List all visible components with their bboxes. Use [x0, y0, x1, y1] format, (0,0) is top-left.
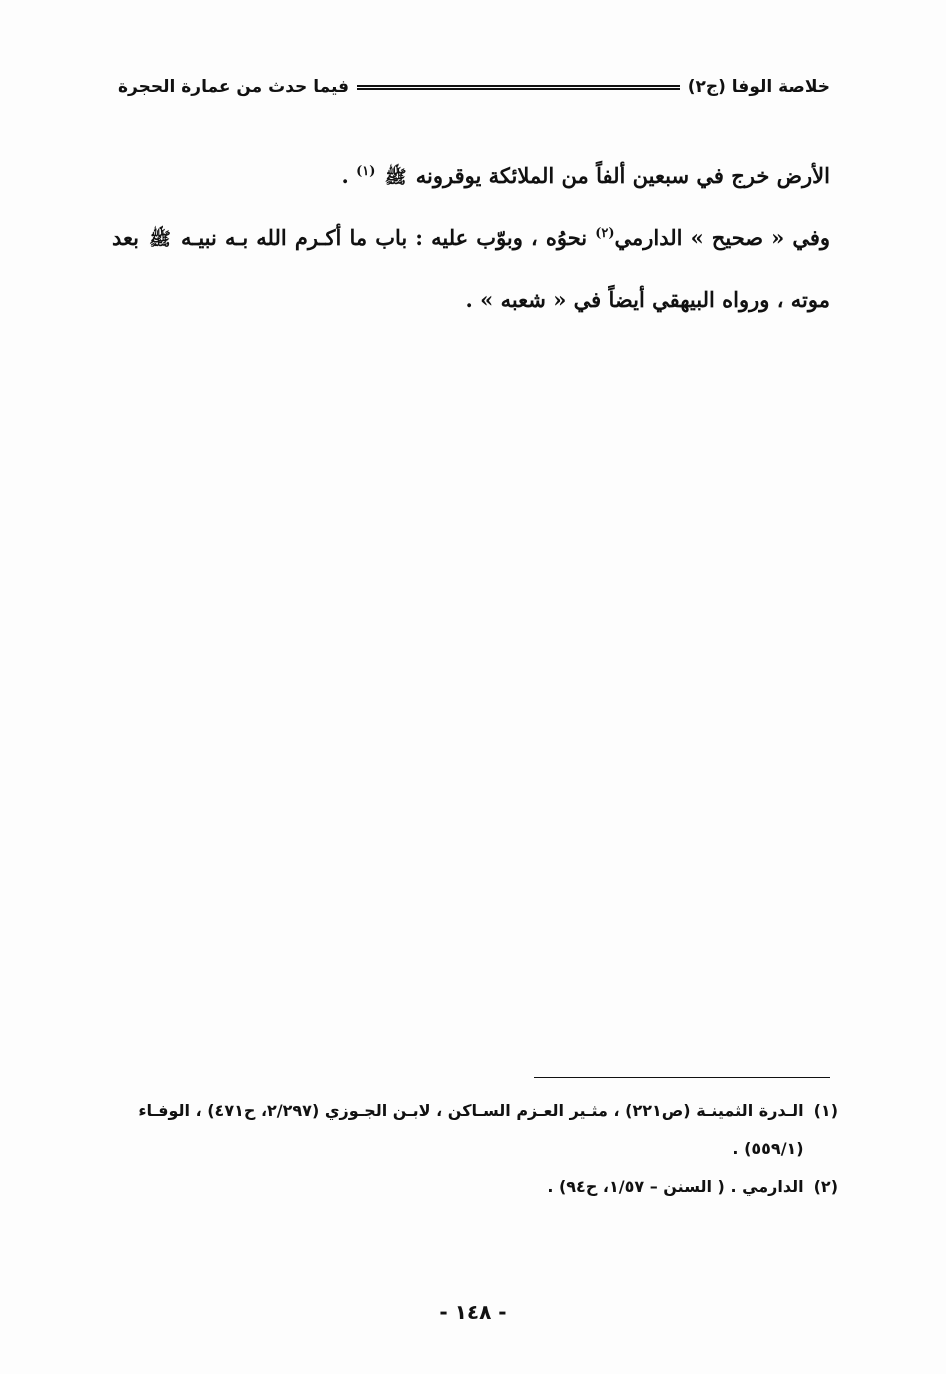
footnote-2-number: (٢) — [813, 1177, 838, 1196]
paragraph-1-text: الأرض خرج في سبعين ألفاً من الملائكة يوقرونه — [415, 163, 830, 188]
work-title-shuab: شعبه — [500, 287, 546, 312]
main-text — [112, 146, 830, 330]
paragraph-1-end: . — [341, 163, 349, 188]
footnote-ref-1[interactable]: (١) — [356, 164, 376, 179]
header-book-title: خلاصة الوفا (ج٢) — [687, 77, 830, 97]
header-rule — [357, 85, 680, 90]
honorific-glyph-2: ﷺ — [149, 229, 171, 250]
footnote-separator — [534, 1077, 830, 1078]
footnote-2 — [118, 1168, 838, 1206]
paragraph-1 — [112, 146, 830, 208]
footnote-1-number: (١) — [813, 1101, 838, 1120]
footnotes — [118, 1092, 838, 1206]
paragraph-2-part3: نحوُه ، وبوّب عليه : باب ما أكـرم الله بـه نبيـه — [180, 225, 588, 250]
footnote-2-text: الدارمي . ( السنن – ١/٥٧، ح٩٤) . — [547, 1177, 804, 1196]
paragraph-2-part4: بعد موته ، ورواه البيهقي أيضاً في « — [112, 225, 830, 312]
header-section-title: فيما حدث من عمارة الحجرة — [118, 77, 350, 97]
footnote-1 — [118, 1092, 838, 1168]
honorific-glyph: ﷺ — [384, 167, 407, 188]
paragraph-2 — [112, 208, 830, 330]
paragraph-2-part1: وفي « — [771, 225, 831, 250]
footnote-1-text: الـدرة الثمينـة (ص٢٢١) ، مثـير العـزم السـاكن ، لابـن الجـوزي (٢/٢٩٧، ح٤٧١) ، الوفـاء (٥٥٩/١) . — [138, 1101, 804, 1158]
page-number: - ١٤٨ - — [439, 1300, 507, 1324]
footnote-ref-2[interactable]: (٢) — [595, 226, 615, 241]
running-header — [118, 72, 830, 102]
paragraph-2-part2: » الدارمي — [614, 225, 704, 250]
work-title-sahih: صحيح — [711, 225, 764, 250]
paragraph-2-part5: » . — [465, 287, 494, 312]
